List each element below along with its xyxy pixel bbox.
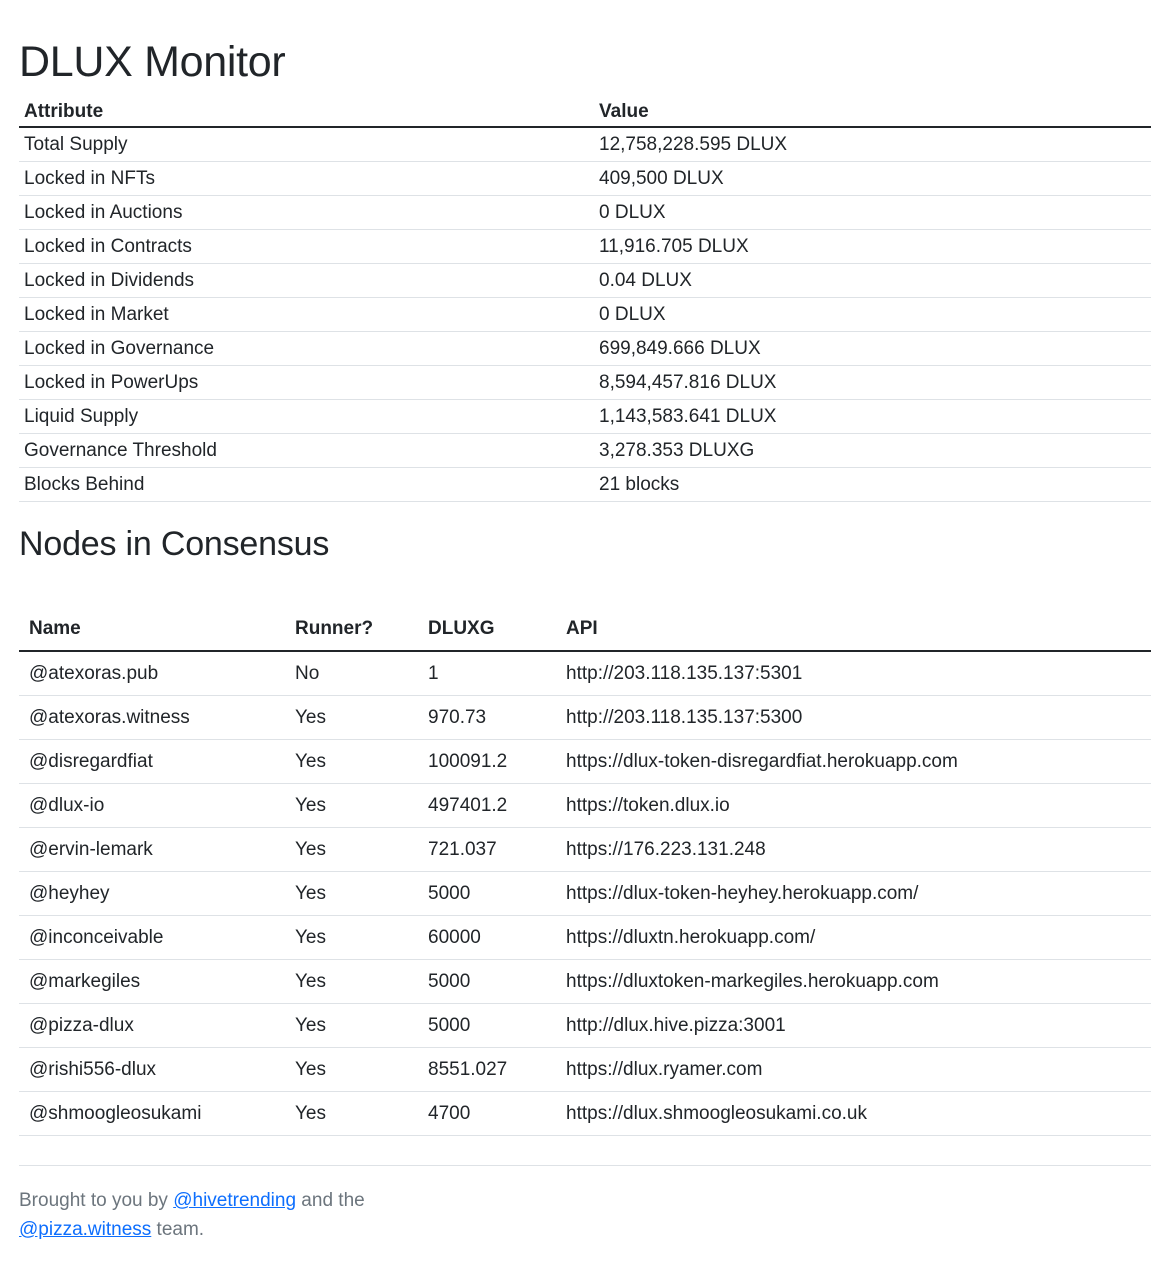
node-dluxg-cell: 5000 [418,872,556,916]
page-title: DLUX Monitor [19,38,286,86]
footer-text-after: team. [151,1219,205,1240]
node-runner-cell: Yes [285,828,418,872]
node-api-cell: https://dlux.shmoogleosukami.co.uk [556,1092,1151,1136]
node-dluxg-cell: 497401.2 [418,784,556,828]
node-row [19,1004,1151,1048]
nodes-table-header-row [19,608,1151,651]
node-dluxg-cell: 1 [418,651,556,696]
value-cell: 11,916.705 DLUX [594,230,1151,264]
value-cell: 21 blocks [594,468,1151,502]
value-cell: 0.04 DLUX [594,264,1151,298]
attribute-cell: Liquid Supply [19,400,594,434]
node-name-cell: @pizza-dlux [19,1004,285,1048]
value-cell: 12,758,228.595 DLUX [594,127,1151,162]
attribute-cell: Locked in Dividends [19,264,594,298]
value-cell: 1,143,583.641 DLUX [594,400,1151,434]
node-dluxg-cell: 5000 [418,1004,556,1048]
node-row [19,872,1151,916]
hivetrending-link[interactable]: @hivetrending [173,1190,297,1211]
name-column-header: Name [19,608,285,651]
attribute-cell: Governance Threshold [19,434,594,468]
node-name-cell: @disregardfiat [19,740,285,784]
runner-column-header: Runner? [285,608,418,651]
node-name-cell: @rishi556-dlux [19,1048,285,1092]
node-name-cell: @inconceivable [19,916,285,960]
attribute-cell: Locked in Governance [19,332,594,366]
node-api-cell: https://dluxtn.herokuapp.com/ [556,916,1151,960]
node-api-cell: https://dluxtoken-markegiles.herokuapp.com [556,960,1151,1004]
supply-table-header-row [19,97,1151,127]
node-api-cell: http://dlux.hive.pizza:3001 [556,1004,1151,1048]
node-row [19,828,1151,872]
value-cell: 699,849.666 DLUX [594,332,1151,366]
api-column-header: API [556,608,1151,651]
node-name-cell: @ervin-lemark [19,828,285,872]
supply-table [19,97,1151,502]
node-name-cell: @markegiles [19,960,285,1004]
dluxg-column-header: DLUXG [418,608,556,651]
node-dluxg-cell: 8551.027 [418,1048,556,1092]
node-name-cell: @atexoras.pub [19,651,285,696]
node-runner-cell: Yes [285,696,418,740]
supply-table-row [19,400,1151,434]
value-cell: 0 DLUX [594,298,1151,332]
node-dluxg-cell: 100091.2 [418,740,556,784]
node-api-cell: http://203.118.135.137:5300 [556,696,1151,740]
attribute-cell: Locked in Contracts [19,230,594,264]
node-api-cell: https://dlux.ryamer.com [556,1048,1151,1092]
node-api-cell: https://176.223.131.248 [556,828,1151,872]
node-runner-cell: Yes [285,740,418,784]
node-row [19,696,1151,740]
node-row [19,960,1151,1004]
node-api-cell: http://203.118.135.137:5301 [556,651,1151,696]
node-dluxg-cell: 970.73 [418,696,556,740]
node-runner-cell: Yes [285,960,418,1004]
supply-table-row [19,298,1151,332]
pizza-witness-link[interactable]: @pizza.witness [19,1219,152,1240]
attribute-cell: Locked in PowerUps [19,366,594,400]
attribute-cell: Total Supply [19,127,594,162]
node-row [19,651,1151,696]
node-api-cell: https://dlux-token-heyhey.herokuapp.com/ [556,872,1151,916]
footer-credits [19,1186,399,1244]
attribute-column-header: Attribute [19,97,594,127]
supply-table-row [19,434,1151,468]
node-runner-cell: Yes [285,784,418,828]
value-cell: 3,278.353 DLUXG [594,434,1151,468]
supply-table-row [19,332,1151,366]
node-runner-cell: Yes [285,916,418,960]
node-dluxg-cell: 5000 [418,960,556,1004]
value-column-header: Value [594,97,1151,127]
attribute-cell: Locked in Market [19,298,594,332]
footer-text-before: Brought to you by [19,1190,174,1211]
node-row [19,1048,1151,1092]
value-cell: 409,500 DLUX [594,162,1151,196]
node-runner-cell: Yes [285,1048,418,1092]
node-name-cell: @atexoras.witness [19,696,285,740]
supply-table-body [19,127,1151,502]
node-name-cell: @shmoogleosukami [19,1092,285,1136]
footer-divider [19,1165,1151,1166]
attribute-cell: Locked in Auctions [19,196,594,230]
supply-table-row [19,264,1151,298]
nodes-table-body [19,651,1151,1136]
attribute-cell: Locked in NFTs [19,162,594,196]
supply-table-row [19,196,1151,230]
node-name-cell: @dlux-io [19,784,285,828]
nodes-table [19,608,1151,1136]
node-api-cell: https://token.dlux.io [556,784,1151,828]
node-row [19,740,1151,784]
node-dluxg-cell: 4700 [418,1092,556,1136]
node-row [19,784,1151,828]
node-dluxg-cell: 60000 [418,916,556,960]
attribute-cell: Blocks Behind [19,468,594,502]
value-cell: 0 DLUX [594,196,1151,230]
node-runner-cell: No [285,651,418,696]
node-runner-cell: Yes [285,1092,418,1136]
supply-table-row [19,366,1151,400]
nodes-section-title: Nodes in Consensus [19,525,330,563]
supply-table-row [19,127,1151,162]
value-cell: 8,594,457.816 DLUX [594,366,1151,400]
node-runner-cell: Yes [285,1004,418,1048]
node-row [19,1092,1151,1136]
node-name-cell: @heyhey [19,872,285,916]
supply-table-row [19,162,1151,196]
node-api-cell: https://dlux-token-disregardfiat.herokuapp.com [556,740,1151,784]
node-dluxg-cell: 721.037 [418,828,556,872]
node-runner-cell: Yes [285,872,418,916]
supply-table-row [19,230,1151,264]
supply-table-row [19,468,1151,502]
footer-text-middle: and the [296,1190,365,1211]
node-row [19,916,1151,960]
